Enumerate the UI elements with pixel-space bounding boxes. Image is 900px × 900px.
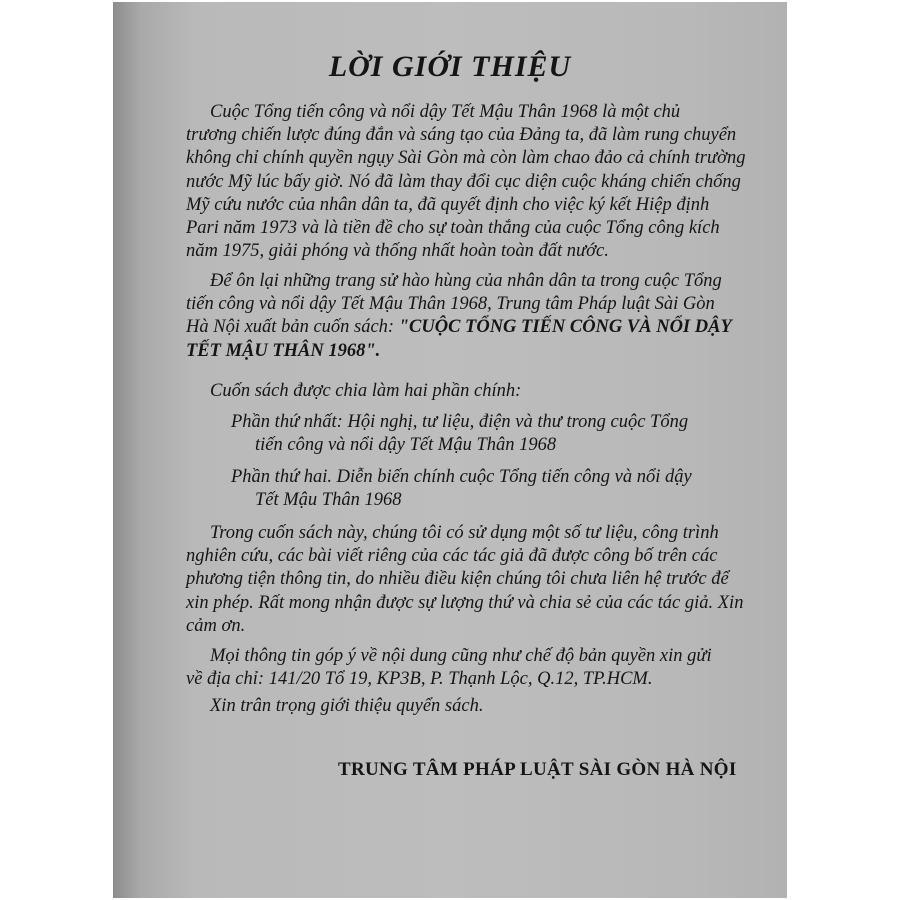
text-line: Mỹ cứu nước của nhân dân ta, đã quyết định cho việc ký kết Hiệp định bbox=[186, 194, 710, 215]
paragraph-intro bbox=[186, 101, 786, 263]
text-line: Trong cuốn sách này, chúng tôi có sử dụng một số tư liệu, công trình bbox=[210, 523, 719, 543]
paragraph-contact bbox=[186, 645, 786, 691]
text-line: Cuốn sách được chia làm hai phần chính: bbox=[210, 381, 522, 401]
text-line: nghiên cứu, các bài viết riêng của các tác giả đã được công bố trên các bbox=[186, 546, 718, 567]
text-line: Để ôn lại những trang sử hào hùng của nhân dân ta trong cuộc Tổng bbox=[210, 271, 722, 291]
text-line: Mọi thông tin góp ý về nội dung cũng như chế độ bản quyền xin gửi bbox=[210, 646, 712, 666]
text-line: xin phép. Rất mong nhận được sự lượng thứ và chia sẻ của các tác giả. Xin bbox=[186, 592, 744, 613]
text-line: năm 1975, giải phóng và thống nhất hoàn toàn đất nước. bbox=[186, 241, 609, 262]
signature: TRUNG TÂM PHÁP LUẬT SÀI GÒN HÀ NỘI bbox=[338, 759, 737, 780]
book-page-photo bbox=[113, 2, 787, 898]
part-one-item bbox=[231, 411, 787, 457]
text-fragment: Hà Nội xuất bản cuốn sách: bbox=[186, 317, 399, 338]
book-title: "CUỘC TỔNG TIẾN CÔNG VÀ NỔI DẬY bbox=[398, 317, 732, 338]
text-line: Xin trân trọng giới thiệu quyển sách. bbox=[210, 696, 484, 716]
text-line: tiến công và nổi dậy Tết Mậu Thân 1968 bbox=[255, 435, 557, 456]
text-line: tiến công và nổi dậy Tết Mậu Thân 1968, Trung tâm Pháp luật Sài Gòn bbox=[186, 294, 715, 315]
text-line: Phần thứ nhất: Hội nghị, tư liệu, điện và thư trong cuộc Tổng bbox=[231, 412, 689, 432]
text-line: Cuộc Tổng tiến công và nổi dậy Tết Mậu Thân 1968 là một chủ bbox=[210, 102, 681, 122]
paragraph-purpose bbox=[186, 270, 786, 363]
text-line: Pari năm 1973 và là tiền đề cho sự toàn thắng của cuộc Tổng công kích bbox=[186, 218, 720, 239]
text-line: cảm ơn. bbox=[186, 615, 246, 636]
part-two-item bbox=[231, 466, 787, 512]
paragraph-acknowledgement bbox=[186, 522, 786, 638]
text-line: không chỉ chính quyền ngụy Sài Gòn mà còn làm chao đảo cả chính trường bbox=[186, 148, 746, 169]
page-content bbox=[113, 2, 787, 898]
text-line: Phần thứ hai. Diễn biến chính cuộc Tổng tiến công và nổi dậy bbox=[231, 467, 692, 487]
text-line: về địa chỉ: 141/20 Tổ 19, KP3B, P. Thạnh Lộc, Q.12, TP.HCM. bbox=[186, 669, 653, 690]
page-title: LỜI GIỚI THIỆU bbox=[328, 50, 572, 83]
text-line: nước Mỹ lúc bấy giờ. Nó đã làm thay đổi cục diện cuộc kháng chiến chống bbox=[186, 171, 741, 192]
paragraph-closing bbox=[186, 695, 786, 718]
text-line bbox=[186, 316, 786, 339]
paragraph-structure bbox=[186, 380, 786, 403]
text-line: trương chiến lược đúng đắn và sáng tạo của Đảng ta, đã làm rung chuyển bbox=[186, 125, 737, 146]
text-line: Tết Mậu Thân 1968 bbox=[255, 490, 402, 511]
text-line: phương tiện thông tin, do nhiều điều kiện chúng tôi chưa liên hệ trước để bbox=[186, 569, 729, 590]
book-title-continued: TẾT MẬU THÂN 1968". bbox=[186, 340, 381, 361]
